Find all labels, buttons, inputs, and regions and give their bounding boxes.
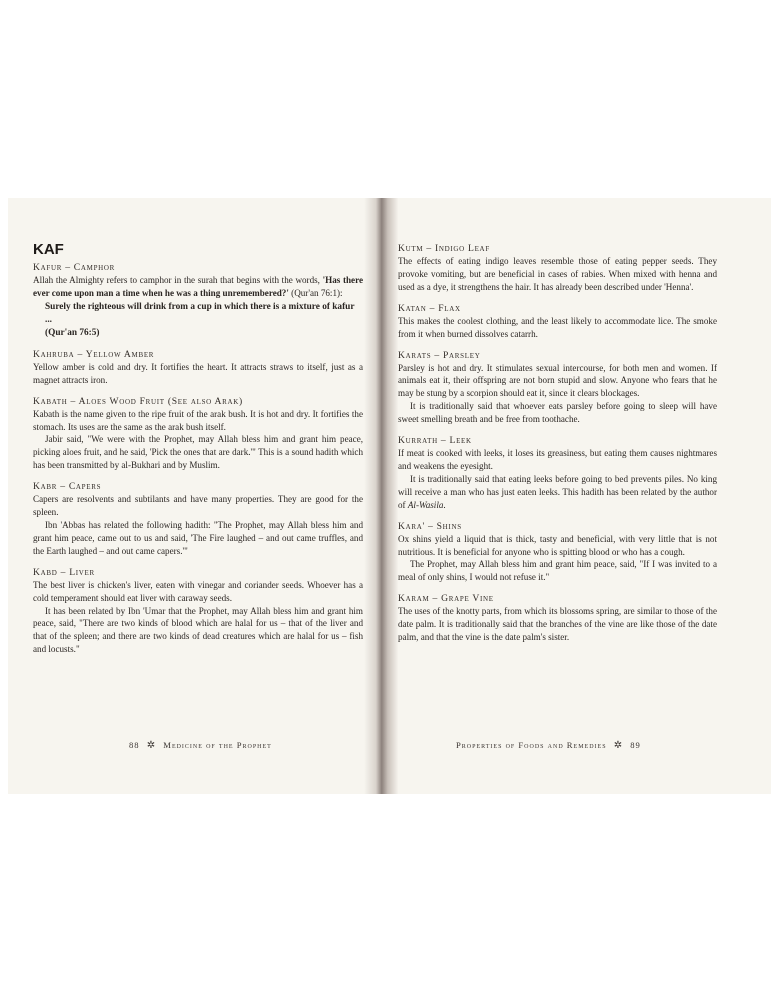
entry-paragraph: Ibn 'Abbas has related the following hadith: "The Prophet, may Allah bless him and grant him peace, came out to us and said, 'The Fire laughed – and out came truffles, and the Earth laughed – and out came capers.'" [33, 519, 363, 556]
entry-paragraph: The best liver is chicken's liver, eaten with vinegar and coriander seeds. Whoever has a cold temperament should eat liver with caraway seeds. [33, 579, 363, 603]
left-page [33, 242, 363, 664]
entry-kafur [33, 261, 363, 340]
right-page [398, 242, 717, 652]
entry-kurrath [398, 434, 717, 512]
entry-paragraph: Kabath is the name given to the ripe fruit of the arak bush. It is hot and dry. It fortifies the stomach. Its uses are the same as the arak bush itself. [33, 408, 363, 432]
section-title: KAF [33, 241, 64, 258]
entry-heading: Kutm – Indigo Leaf [398, 243, 490, 254]
entry-katan [398, 302, 717, 341]
entry-heading: Karam – Grape Vine [398, 593, 494, 605]
entry-karats [398, 349, 717, 427]
entry-paragraph: It is traditionally said that eating leeks before going to bed prevents piles. No king will receive a man who has just eaten leeks. This hadith has been related by the author of Al-Wasila. [398, 473, 717, 510]
entry-kabr [33, 480, 363, 558]
entry-paragraph: Ox shins yield a liquid that is thick, tasty and beneficial, with very little that is not nutritious. It is beneficial for anyone who is spitting blood or who has a cough. [398, 533, 717, 557]
entry-kara [398, 520, 717, 585]
entry-kabath [33, 395, 363, 473]
entry-paragraph: Capers are resolvents and subtilants and have many properties. They are good for the spleen. [33, 494, 363, 518]
entry-paragraph: Jabir said, "We were with the Prophet, may Allah bless him and grant him peace, picking aloes fruit, and he said, 'Pick the ones that are dark.'" This is a sound hadith which has been transmitted by al-Bukhari and by Muslim. [33, 434, 363, 471]
entry-paragraph: It is traditionally said that whoever eats parsley before going to sleep will have sweet smelling breath and be free from toothache. [398, 401, 717, 425]
entry-heading: Kurrath – Leek [398, 435, 472, 447]
page-number: 88 [129, 740, 140, 750]
entry-paragraph: Allah the Almighty refers to camphor in the surah that begins with the words, 'Has there ever come upon man a time when he was a thing unremembered?' (Qur'an 76:1): [33, 275, 363, 298]
entry-paragraph: The Prophet, may Allah bless him and grant him peace, said, "If I was invited to a meal of only shins, I would not refuse it." [398, 559, 717, 583]
quran-quote: Surely the righteous will drink from a cup in which there is a mixture of kafur ... (Qur'an 76:5) [45, 301, 355, 338]
entry-paragraph: Yellow amber is cold and dry. It fortifies the heart. It attracts straws to itself, just as a magnet attracts iron. [33, 361, 363, 385]
entry-heading: Kabd – Liver [33, 566, 95, 578]
entry-kahruba [33, 348, 363, 387]
running-title: Medicine of the Prophet [163, 740, 272, 750]
entry-heading: Kara' – Shins [398, 520, 462, 532]
entry-heading: Katan – Flax [398, 302, 461, 314]
ornament-icon: ✲ [613, 740, 624, 751]
entry-heading: Kabath – Aloes Wood Fruit (See also Arak) [33, 395, 243, 407]
entry-heading: Kabr – Capers [33, 481, 102, 493]
entry-paragraph: If meat is cooked with leeks, it loses its greasiness, but eating them causes nightmares and weakens the eyesight. [398, 448, 717, 471]
entry-heading: Kafur – Camphor [33, 262, 116, 273]
ornament-icon: ✲ [146, 740, 157, 751]
page-number: 89 [630, 740, 641, 750]
entry-heading: Kahruba – Yellow Amber [33, 348, 155, 360]
left-footer [129, 740, 272, 751]
entry-karam [398, 592, 717, 644]
entry-kutm [398, 242, 717, 294]
entry-paragraph: This makes the coolest clothing, and the least likely to accommodate lice. The smoke from it when burned dissolves catarrh. [398, 315, 717, 339]
entry-paragraph: The uses of the knotty parts, from which its blossoms spring, are similar to those of the date palm. It is traditionally said that the branches of the vine are like those of the date palm, and that the vine is the date palm's sister. [398, 606, 717, 643]
entry-paragraph: It has been related by Ibn 'Umar that the Prophet, may Allah bless him and grant him peace, said, "There are two kinds of blood which are halal for us – that of the liver and that of the spleen; and there are two kinds of dead creatures which are halal for us – fish and locusts." [33, 605, 363, 655]
book-gutter-shadow [364, 198, 398, 794]
right-footer [456, 740, 641, 751]
entry-paragraph: The effects of eating indigo leaves resemble those of eating pepper seeds. They provoke vomiting, but are beneficial in cases of rabies. When mixed with henna and used as a dye, it strengthens the hair. It has already been described under 'Henna'. [398, 256, 717, 292]
entry-heading: Karats – Parsley [398, 349, 481, 361]
entry-paragraph: Parsley is hot and dry. It stimulates sexual intercourse, for both men and women. If animals eat it, their offspring are not born stupid and slow. Anyone who fears that he may be stung by a scorpion should eat it, since it clears blockages. [398, 362, 717, 399]
running-title: Properties of Foods and Remedies [456, 740, 607, 750]
entry-kabd [33, 566, 363, 656]
